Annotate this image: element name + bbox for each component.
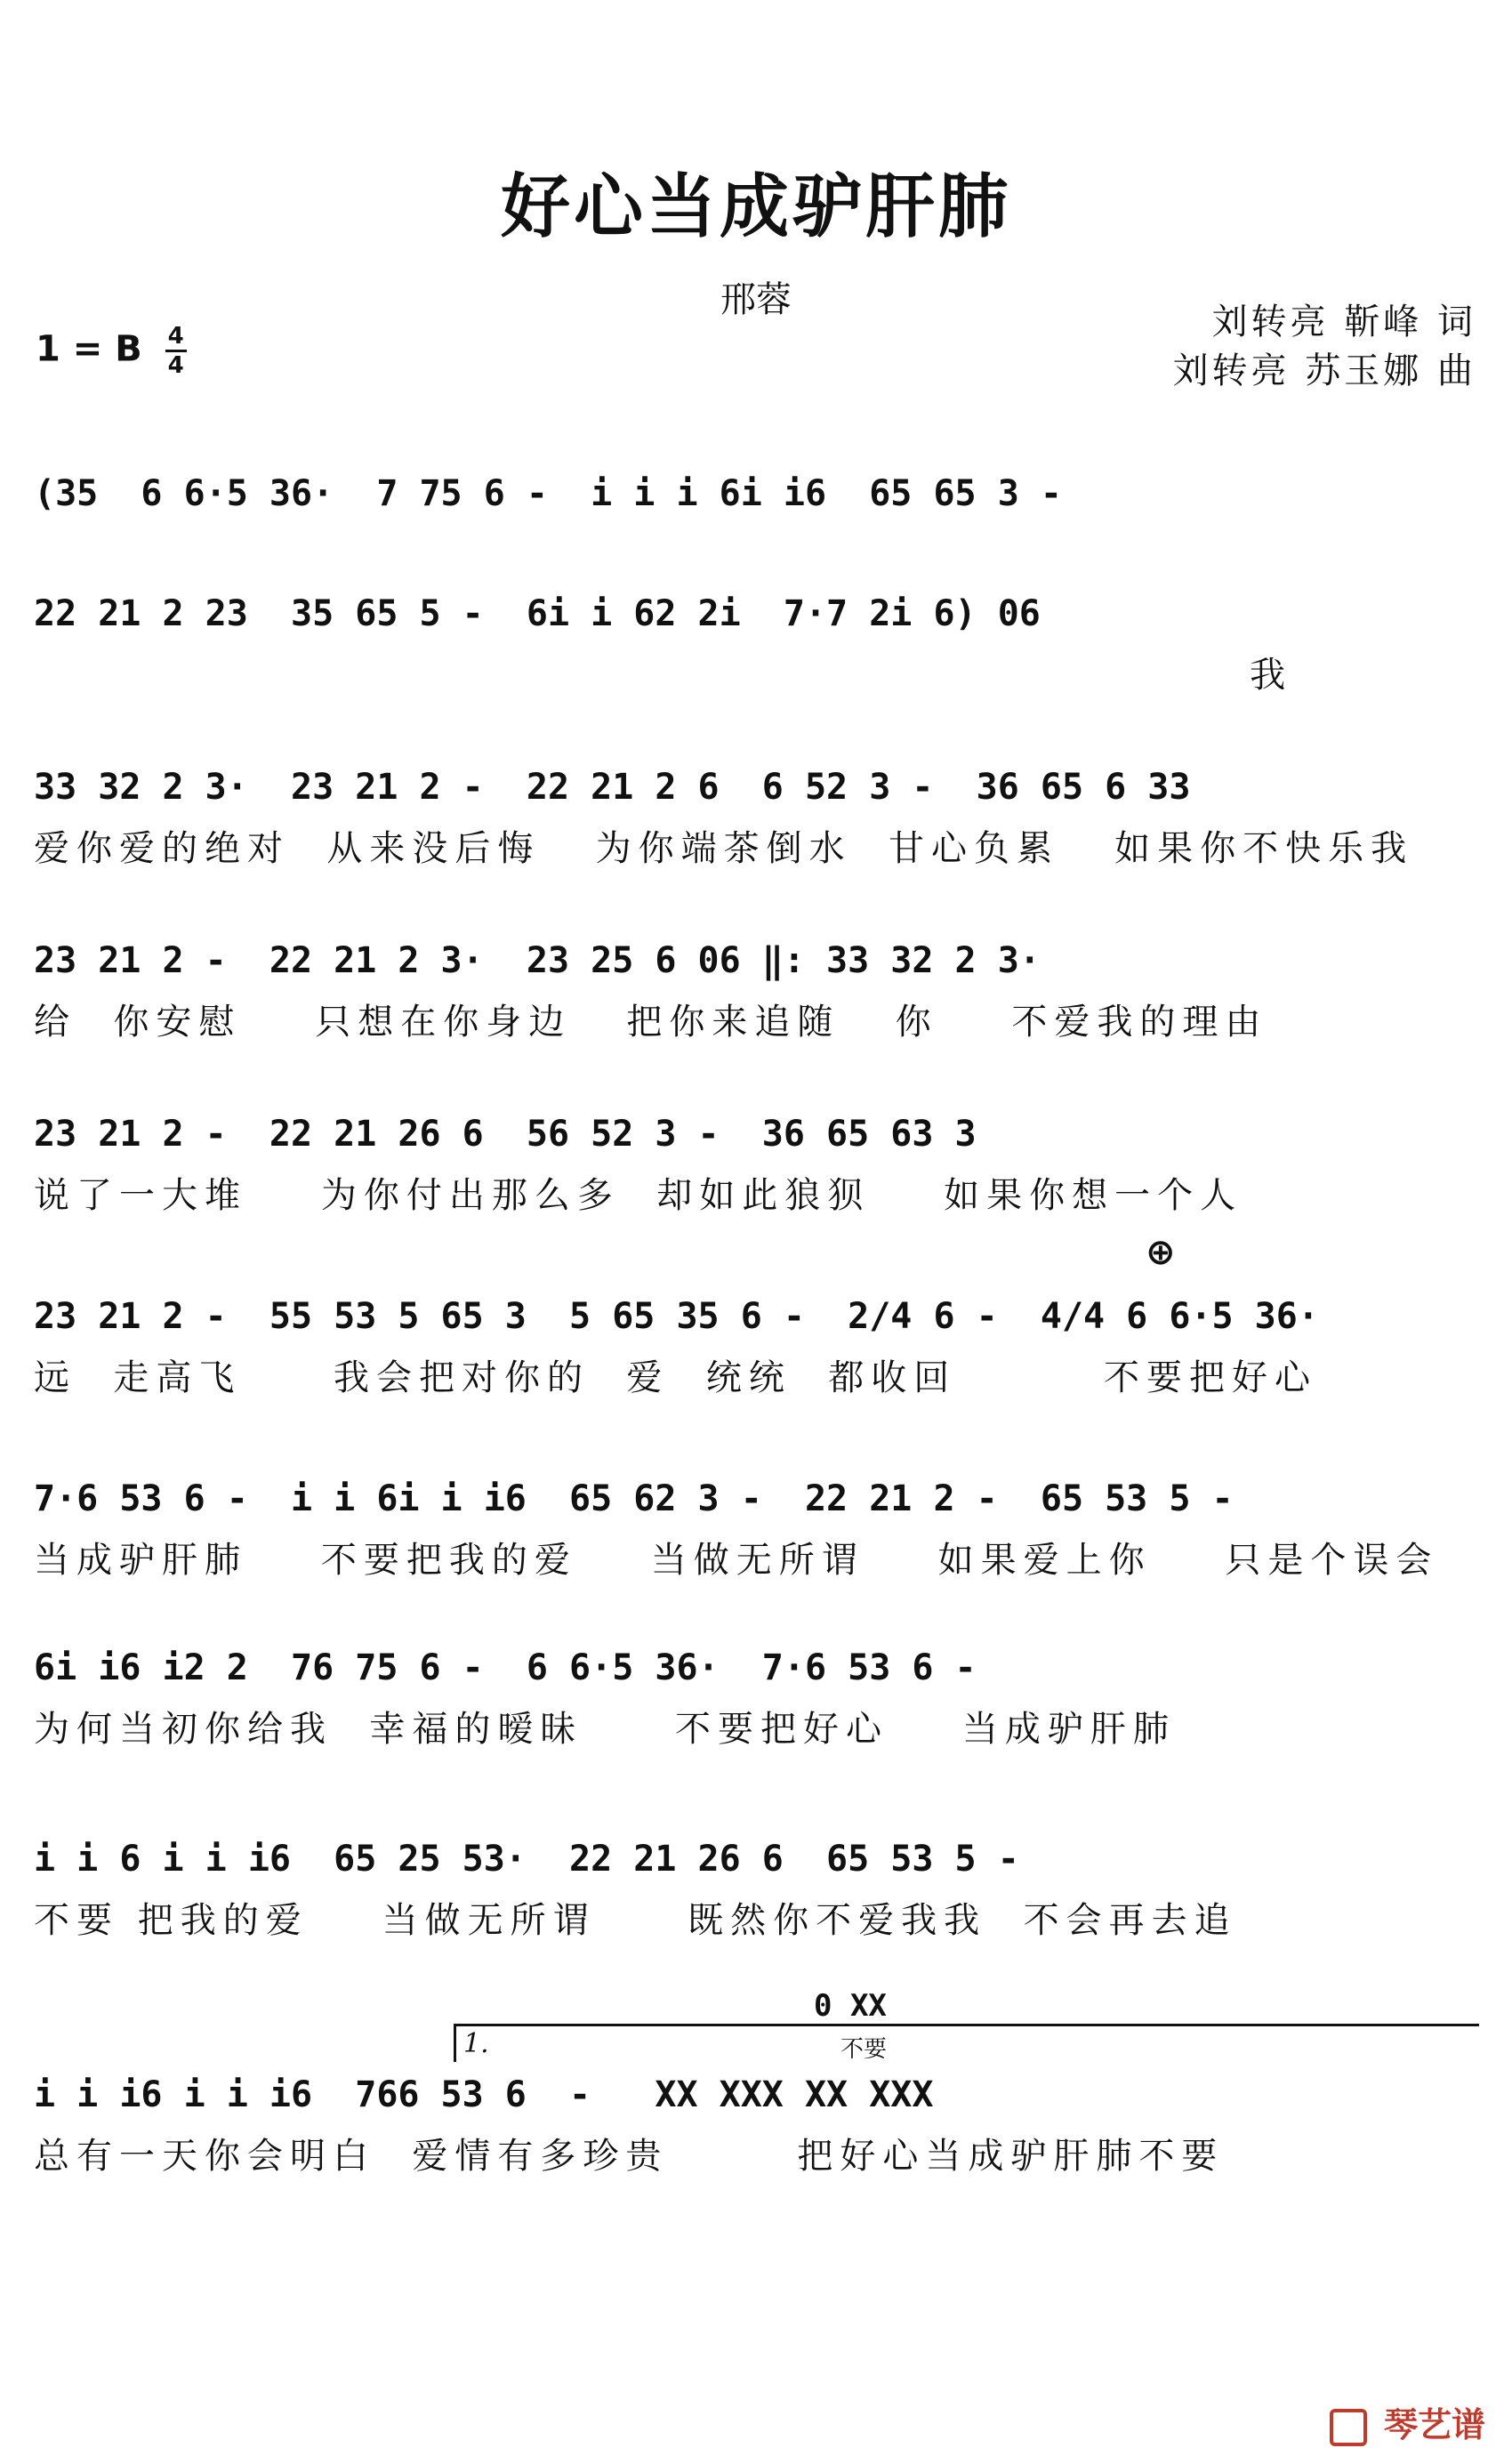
notation-line: i i 6 i i i6 65 25 53· 22 21 26 6 65 53 5 - [34,1839,1019,1880]
notation-line: (35 6 6·5 36· 7 75 6 - i i i 6i i6 65 65 3 - [34,473,1062,514]
watermark-logo [1330,2397,1485,2446]
notation-line: 7·6 53 6 - i i 6i i i6 65 62 3 - 22 21 2 - 65 53 5 - [34,1478,1234,1519]
song-title: 好心当成驴肝肺 [500,167,1011,247]
lyric-line: 当成驴肝肺 不要把我的爱 当做无所谓 如果爱上你 只是个误会 [34,1540,1439,1581]
time-signature-bottom: 4 [167,352,184,379]
lyric-line: 我 [34,655,1293,696]
time-signature [165,325,187,377]
lyric-line: 远 走高飞 我会把对你的 爱 统统 都收回 不要把好心 [34,1357,1318,1398]
lyric-line: 说了一大堆 为你付出那么多 却如此狼狈 如果你想一个人 [34,1175,1243,1216]
notation-line: 6i i6 i2 2 76 75 6 - 6 6·5 36· 7·6 53 6 - [34,1647,977,1688]
lyric-line: 爱你爱的绝对 从来没后悔 为你端茶倒水 甘心负累 如果你不快乐我 [34,828,1414,869]
notation-line: 22 21 2 23 35 65 5 - 6i i 62 2i 7·7 2i 6) 06 [34,593,1041,634]
first-ending-bracket [454,2024,1479,2062]
singer-name: 邢蓉 [720,279,792,320]
lyric-line: 不要 把我的爱 当做无所谓 既然你不爱我我 不会再去追 [34,1900,1237,1941]
lyric-line: 给 你安慰 只想在你身边 把你来追随 你 不爱我的理由 [34,1002,1268,1043]
lyric-line: 总有一天你会明白 爱情有多珍贵 把好心当成驴肝肺不要 [34,2136,1225,2177]
watermark-text: 琴艺谱 [1383,2405,1485,2444]
notation-line: 23 21 2 - 22 21 26 6 56 52 3 - 36 65 63 3 [34,1114,977,1155]
key-and-time-signature [36,325,187,377]
lyricist-credit: 刘转亮 靳峰 词 [1211,302,1476,342]
ending-rhythm-notes: 0 XX [814,1988,887,2024]
ending-rhythm-lyric: 不要 [840,2036,888,2063]
notation-line: 23 21 2 - 22 21 2 3· 23 25 6 06 ‖: 33 32 2 3· [34,940,1041,981]
time-signature-top: 4 [167,323,184,350]
key-signature: 1 = B [36,328,142,370]
lyric-line: 为何当初你给我 幸福的暧昧 不要把好心 当成驴肝肺 [34,1709,1176,1750]
notation-line: 33 32 2 3· 23 21 2 - 22 21 2 6 6 52 3 - 36 65 6 33 [34,767,1191,808]
coda-sign-icon: ⊕ [1146,1232,1176,1273]
notation-line: i i i6 i i i6 766 53 6 - XX XXX XX XXX [34,2074,934,2115]
notation-line: 23 21 2 - 55 53 5 65 3 5 65 35 6 - 2/4 6 - 4/4 6 6·5 36· [34,1296,1319,1337]
watermark-logo-icon [1330,2409,1367,2446]
composer-credit: 刘转亮 苏玉娜 曲 [1172,350,1476,391]
volta-label: 1. [463,2028,489,2059]
